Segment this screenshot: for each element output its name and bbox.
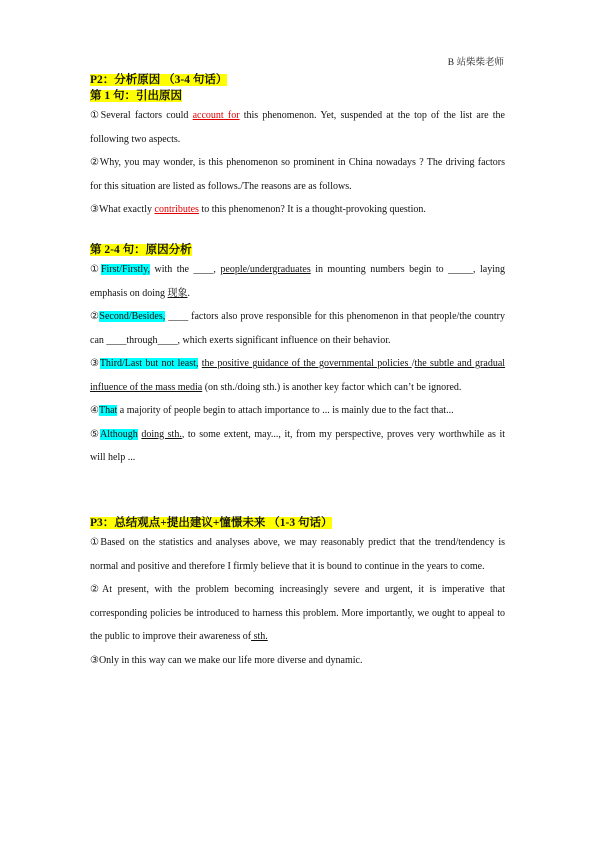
reason-4-connector: That xyxy=(98,405,118,416)
reason-2-number: ② xyxy=(90,311,100,322)
reason-4-text-a: a majority of people begin to attach importance to ... is mainly due to the fact that... xyxy=(117,405,454,416)
p2-sentence-1 xyxy=(90,104,505,151)
reason-1-number: ① xyxy=(90,264,101,275)
p3-sentence-2 xyxy=(90,578,505,649)
section-p3 xyxy=(90,515,505,672)
reason-1-text-b: in mounting numbers begin to _____, laying emphasis on doing xyxy=(90,264,506,299)
p2-sentence-2: ②Why, you may wonder, is this phenomenon so prominent in China nowadays ? The driving factors for this situation are listed as follows./The reasons are as follows. xyxy=(90,157,505,192)
section-p2 xyxy=(90,72,505,222)
reason-4-number: ④ xyxy=(90,405,99,416)
reason-5-connector: Although xyxy=(100,428,138,440)
reason-2 xyxy=(90,305,505,352)
reason-4 xyxy=(90,399,505,423)
sub1-text: 第 1 句：引出原因 xyxy=(90,90,182,102)
section-reasons xyxy=(90,242,505,470)
sub-heading-sentence-1 xyxy=(90,88,505,104)
reason-3-underline-1: the positive guidance of the governmental policies xyxy=(201,358,412,369)
p2-sentence-3 xyxy=(90,198,505,222)
p2-s3-text-c: to this phenomenon? It is a thought-provoking question. xyxy=(198,204,426,215)
reason-3-number: ③ xyxy=(90,358,100,369)
sub2-text: 第 2-4 句：原因分析 xyxy=(90,244,192,256)
p2-title-text: P2：分析原因 （3-4 句话） xyxy=(90,74,228,86)
reason-1-text-a: with the ____, xyxy=(150,264,221,275)
p3-s2-underline: sth. xyxy=(251,631,268,642)
sub-heading-sentence-2-4 xyxy=(90,242,505,258)
reason-5-number: ⑤ xyxy=(90,428,101,440)
p3-title-text: P3：总结观点+提出建议+憧憬未来 （1-3 句话） xyxy=(90,517,333,529)
p2-s1-text-c: this phenomenon. Yet, suspended at the top of the list are the following two aspects. xyxy=(90,110,505,145)
reason-3-text-c: (on sth./doing sth.) is another key factor which can’t be ignored. xyxy=(202,381,462,393)
p3-s2-text-a: ②At present, with the problem becoming increasingly severe and urgent, it is imperative that corresponding policies be introduced to harness this problem. More importantly, we ought to appeal to the public to improve their awareness of xyxy=(90,584,505,642)
reason-1-underline-2: 现象 xyxy=(167,287,188,299)
reason-2-text-a: ____ factors also prove responsible for this phenomenon in that people/the country can ____through____, which exerts significant influence on their behavior. xyxy=(90,311,505,346)
section-p2-title xyxy=(90,72,505,88)
reason-1 xyxy=(90,258,505,305)
section-p3-title xyxy=(90,515,505,531)
p2-s3-text-a: ③What exactly xyxy=(90,204,155,215)
reason-1-text-c: . xyxy=(187,287,190,299)
header-author-note: B 站柴柴老师 xyxy=(447,58,504,68)
reason-3-text-b: / xyxy=(411,358,415,369)
p3-sentence-3: ③Only in this way can we make our life more diverse and dynamic. xyxy=(90,654,363,666)
reason-1-connector: First/Firstly, xyxy=(100,264,151,275)
keyword-account-for: account for xyxy=(192,110,240,121)
reason-2-connector: Second/Besides, xyxy=(99,311,166,322)
reason-3 xyxy=(90,352,505,399)
reason-3-connector: Third/Last but not least, xyxy=(99,358,199,369)
reason-5-text-b: , to some extent, may..., it, from my perspective, proves very worthwhile as it will help ... xyxy=(90,428,505,463)
p3-sentence-1: ①Based on the statistics and analyses above, we may reasonably predict that the trend/tendency is normal and positive and therefore I firmly believe that it is bound to continue in the years to come. xyxy=(90,537,505,572)
reason-5 xyxy=(90,423,505,470)
reason-1-underline-1: people/undergraduates xyxy=(220,264,311,275)
p2-s1-text-a: ①Several factors could xyxy=(90,110,193,121)
reason-5-underline-1: doing sth. xyxy=(141,428,182,440)
keyword-contributes: contributes xyxy=(154,204,199,215)
reason-3-underline-2: the subtle and gradual influence of the mass media xyxy=(90,358,506,393)
